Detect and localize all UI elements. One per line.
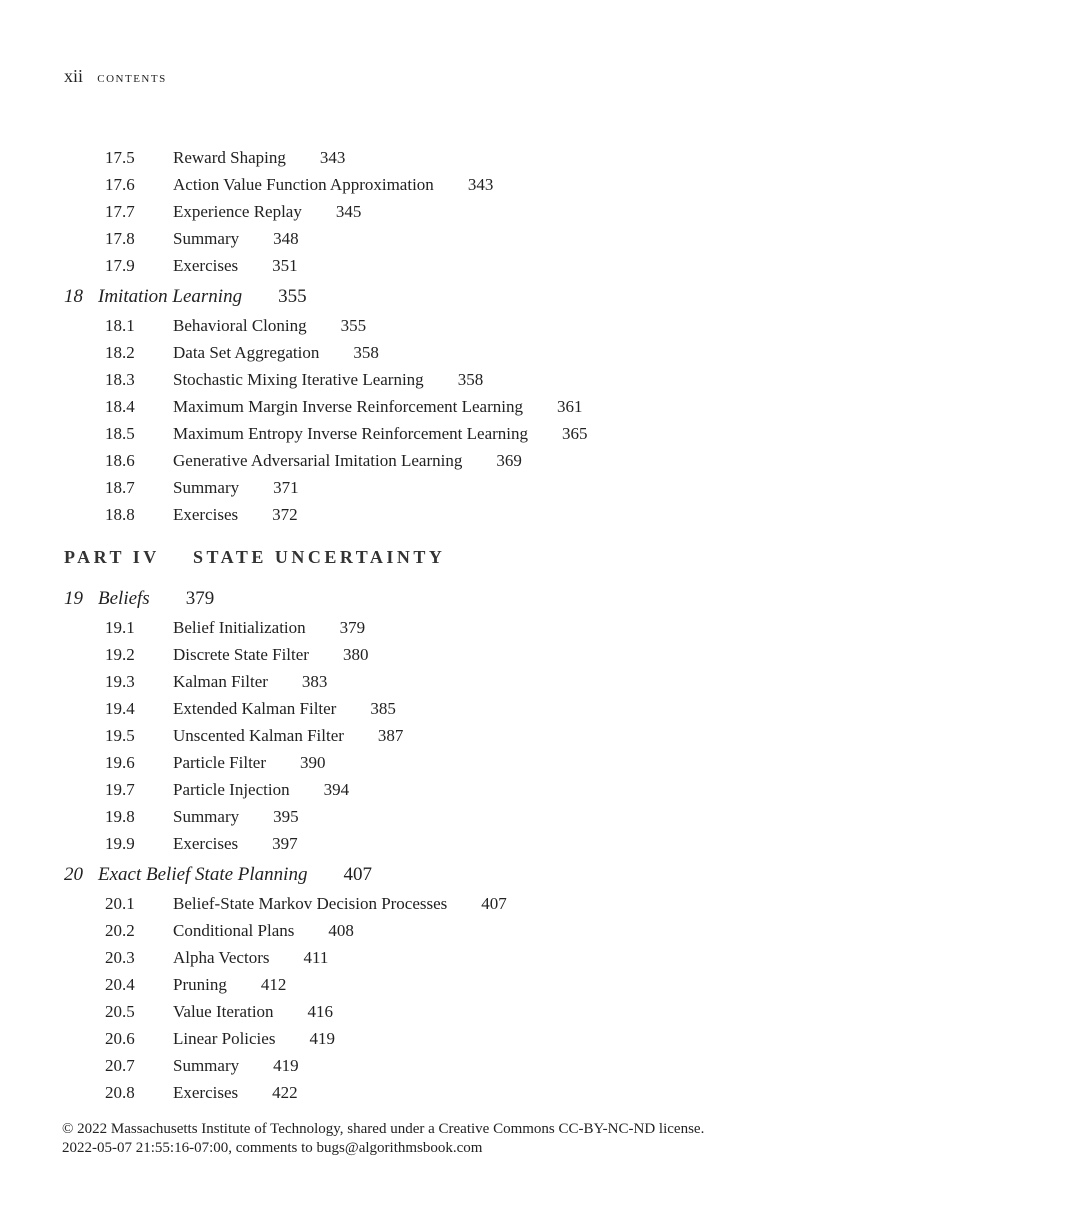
toc-page: 422	[272, 1083, 298, 1102]
toc-number: 18.1	[105, 316, 135, 335]
toc-number: 20.6	[105, 1029, 135, 1048]
toc-section[interactable]	[0, 890, 1080, 917]
toc-number: 19	[64, 588, 83, 609]
toc-title: Particle Filter	[173, 753, 267, 772]
toc-page: 412	[260, 975, 287, 994]
toc-section[interactable]	[0, 171, 1080, 198]
toc-section[interactable]	[0, 393, 1080, 420]
toc-section[interactable]	[0, 830, 1080, 857]
toc-page: 371	[273, 478, 299, 497]
toc-title: Summary	[173, 478, 240, 497]
toc-number: 19.1	[105, 618, 135, 637]
toc-number: 20.8	[105, 1083, 135, 1102]
toc-page: 372	[272, 505, 298, 524]
toc-title: Summary	[173, 1056, 240, 1075]
toc-section[interactable]	[0, 971, 1080, 998]
toc-number: 18.5	[105, 424, 135, 443]
toc-title: Exact Belief State Planning	[98, 864, 308, 885]
toc-section[interactable]	[0, 366, 1080, 393]
toc-section[interactable]	[0, 641, 1080, 668]
toc-page: 355	[278, 286, 307, 307]
header-title: contents	[97, 69, 167, 86]
toc-page: 390	[300, 753, 326, 772]
toc-number: 17.9	[105, 256, 135, 275]
toc-page: 407	[343, 864, 372, 885]
toc-number: 19.4	[105, 699, 135, 718]
toc-title: Beliefs	[98, 588, 150, 609]
toc-section[interactable]	[0, 917, 1080, 944]
toc-page: 383	[301, 672, 328, 691]
toc-page: 385	[370, 699, 396, 718]
toc-number: 19.5	[105, 726, 135, 745]
toc-page: 379	[185, 588, 215, 609]
toc-title: Maximum Margin Inverse Reinforcement Learning	[173, 397, 523, 416]
toc-title: Imitation Learning	[98, 286, 243, 307]
toc-number: 19.9	[105, 834, 135, 853]
toc-number: 20.3	[105, 948, 135, 967]
toc-page: 395	[273, 807, 299, 826]
toc-chapter[interactable]	[0, 584, 1080, 614]
toc-title: Summary	[173, 229, 240, 248]
running-header	[64, 66, 167, 87]
toc-page: 394	[323, 780, 350, 799]
toc-section[interactable]	[0, 198, 1080, 225]
toc-page: 361	[556, 397, 583, 416]
toc-section[interactable]	[0, 252, 1080, 279]
toc-title: Alpha Vectors	[173, 948, 270, 967]
toc-title: Maximum Entropy Inverse Reinforcement Learning	[173, 424, 528, 443]
toc-chapter[interactable]	[0, 282, 1080, 312]
toc-title: Exercises	[173, 834, 239, 853]
toc-title: Linear Policies	[173, 1029, 276, 1048]
toc-section[interactable]	[0, 1052, 1080, 1079]
toc-section[interactable]	[0, 447, 1080, 474]
toc-number: 19.2	[105, 645, 135, 664]
toc-number: 18.4	[105, 397, 135, 416]
toc-title: Particle Injection	[173, 780, 290, 799]
toc-page: 408	[328, 921, 354, 940]
toc-section[interactable]	[0, 695, 1080, 722]
toc-number: 18.7	[105, 478, 135, 497]
toc-section[interactable]	[0, 668, 1080, 695]
toc-number: 17.7	[105, 202, 135, 221]
toc-title: Exercises	[173, 256, 239, 275]
toc-page: 419	[273, 1056, 299, 1075]
toc-title: Action Value Function Approximation	[173, 175, 434, 194]
toc-section[interactable]	[0, 749, 1080, 776]
toc-title: Belief Initialization	[173, 618, 306, 637]
toc-section[interactable]	[0, 339, 1080, 366]
toc-section[interactable]	[0, 501, 1080, 528]
toc-number: 18.8	[105, 505, 135, 524]
toc-number: 20	[64, 864, 83, 885]
toc-page: 358	[353, 343, 379, 362]
toc-number: 17.6	[105, 175, 135, 194]
toc-page: 407	[481, 894, 507, 913]
toc-number: 20.4	[105, 975, 135, 994]
license-notice: © 2022 Massachusetts Institute of Technology, shared under a Creative Commons CC-BY-NC-ND license.	[62, 1121, 705, 1137]
toc-section[interactable]	[0, 944, 1080, 971]
toc-page: 397	[272, 834, 298, 853]
toc-title: Value Iteration	[173, 1002, 274, 1021]
toc-number: 17.5	[105, 148, 135, 167]
toc-page: 365	[562, 424, 588, 443]
toc-page: 411	[303, 948, 329, 967]
toc-chapter[interactable]	[0, 860, 1080, 890]
toc-number: 18	[64, 286, 83, 307]
toc-number: 20.1	[105, 894, 135, 913]
toc-section[interactable]	[0, 474, 1080, 501]
table-of-contents	[0, 144, 1080, 1106]
toc-title: Stochastic Mixing Iterative Learning	[173, 370, 424, 389]
toc-section[interactable]	[0, 803, 1080, 830]
toc-title: Exercises	[173, 1083, 239, 1102]
build-timestamp: 2022-05-07 21:55:16-07:00, comments to bugs@algorithmsbook.com	[62, 1140, 483, 1156]
toc-title: Unscented Kalman Filter	[173, 726, 344, 745]
toc-title: Reward Shaping	[173, 148, 286, 167]
toc-title: Belief-State Markov Decision Processes	[173, 894, 448, 913]
toc-page: 387	[377, 726, 404, 745]
toc-section[interactable]	[0, 614, 1080, 641]
toc-page: 358	[457, 370, 484, 389]
toc-page: 416	[307, 1002, 334, 1021]
toc-title: Pruning	[173, 975, 227, 994]
toc-title: STATE UNCERTAINTY	[193, 547, 446, 567]
toc-number: 20.7	[105, 1056, 135, 1075]
toc-title: Conditional Plans	[173, 921, 295, 940]
toc-page: 379	[339, 618, 366, 637]
toc-title: Kalman Filter	[173, 672, 268, 691]
toc-number: 19.7	[105, 780, 135, 799]
toc-section[interactable]	[0, 722, 1080, 749]
toc-section[interactable]	[0, 1025, 1080, 1052]
toc-section[interactable]	[0, 998, 1080, 1025]
toc-number: 19.3	[105, 672, 135, 691]
toc-title: Exercises	[173, 505, 239, 524]
toc-number: 19.6	[105, 753, 135, 772]
toc-section[interactable]	[0, 225, 1080, 252]
toc-page: 355	[340, 316, 367, 335]
toc-page: 343	[467, 175, 494, 194]
toc-number: 20.2	[105, 921, 135, 940]
toc-title: Behavioral Cloning	[173, 316, 307, 335]
toc-title: Experience Replay	[173, 202, 302, 221]
footer	[62, 1120, 704, 1158]
page-number: xii	[64, 66, 84, 86]
toc-number: 19.8	[105, 807, 135, 826]
toc-number: 17.8	[105, 229, 135, 248]
toc-page: 369	[496, 451, 522, 470]
toc-number: 18.2	[105, 343, 135, 362]
toc-page: 419	[309, 1029, 335, 1048]
toc-page: 348	[273, 229, 299, 248]
toc-page: 343	[319, 148, 346, 167]
toc-section[interactable]	[0, 312, 1080, 339]
toc-page: 380	[342, 645, 369, 664]
toc-section[interactable]	[0, 420, 1080, 447]
toc-title: Summary	[173, 807, 240, 826]
part-heading	[0, 540, 1080, 574]
toc-section[interactable]	[0, 776, 1080, 803]
toc-title: Generative Adversarial Imitation Learning	[173, 451, 463, 470]
toc-number: PART IV	[64, 547, 160, 567]
toc-title: Data Set Aggregation	[173, 343, 320, 362]
toc-section[interactable]	[0, 1079, 1080, 1106]
toc-number: 18.3	[105, 370, 135, 389]
toc-title: Discrete State Filter	[173, 645, 309, 664]
toc-number: 18.6	[105, 451, 135, 470]
toc-page: 345	[335, 202, 362, 221]
toc-number: 20.5	[105, 1002, 135, 1021]
toc-page: 351	[272, 256, 298, 275]
toc-title: Extended Kalman Filter	[173, 699, 337, 718]
toc-section[interactable]	[0, 144, 1080, 171]
